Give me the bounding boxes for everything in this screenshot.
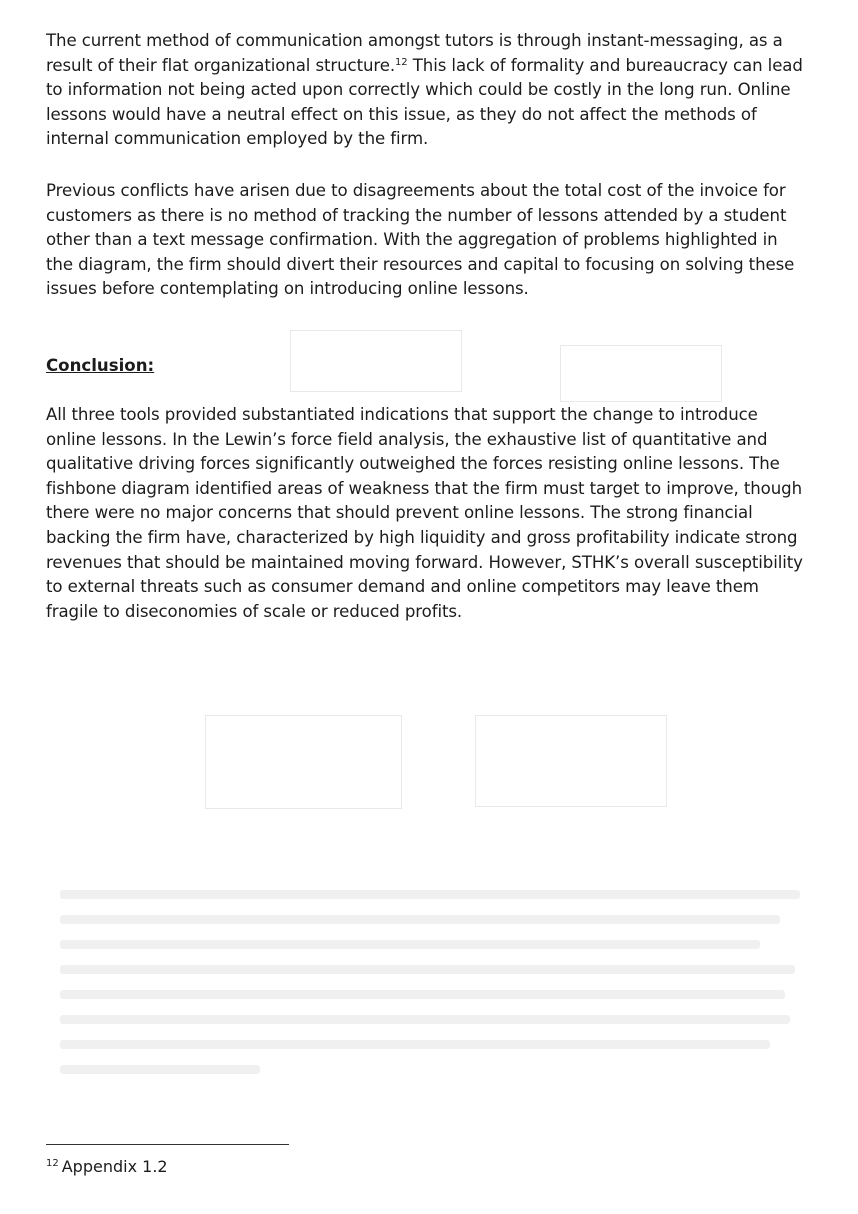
footnote-divider (46, 1144, 289, 1145)
text-line: internal communication employed by the firm. (46, 129, 429, 149)
text-line: revenues that should be maintained moving forward. However, STHK’s overall susceptibility (46, 552, 803, 572)
bleed-through-text (60, 1040, 770, 1049)
text-line (46, 54, 826, 79)
bleed-through-text (60, 915, 780, 924)
text-line: customers as there is no method of tracking the number of lessons attended by a student (46, 205, 787, 225)
paragraph-conflicts (46, 179, 826, 302)
text-line: fragile to diseconomies of scale or reduced profits. (46, 601, 463, 621)
text-line: issues before contemplating on introducing online lessons. (46, 279, 529, 299)
text-line: to information not being acted upon correctly which could be costly in the long run. Online (46, 80, 791, 100)
text-segment: result of their flat organizational structure. (46, 55, 396, 75)
text-line: fishbone diagram identified areas of weakness that the firm must target to improve, though (46, 478, 802, 498)
text-line: to external threats such as consumer demand and online competitors may leave them (46, 577, 759, 597)
bleed-through-box (205, 715, 402, 809)
body-text (46, 29, 826, 624)
text-line: qualitative driving forces significantly outweighed the forces resisting online lessons. The (46, 454, 780, 474)
bleed-through-text (60, 1015, 790, 1024)
text-line: lessons would have a neutral effect on this issue, as they do not affect the methods of (46, 104, 757, 124)
footnote (46, 1156, 168, 1178)
text-line: other than a text message confirmation. With the aggregation of problems highlighted in (46, 230, 778, 250)
text-line: the diagram, the firm should divert their resources and capital to focusing on solving these (46, 254, 795, 274)
text-line: Previous conflicts have arisen due to disagreements about the total cost of the invoice for (46, 180, 786, 200)
bleed-through-text (60, 890, 800, 899)
footnote-text: Appendix 1.2 (61, 1157, 168, 1176)
bleed-through-text (60, 940, 760, 949)
text-line: The current method of communication amongst tutors is through instant-messaging, as a (46, 31, 783, 50)
section-heading-conclusion: Conclusion: (46, 355, 155, 375)
text-line: All three tools provided substantiated indications that support the change to introduce (46, 404, 758, 424)
text-line: backing the firm have, characterized by high liquidity and gross profitability indicate strong (46, 527, 798, 547)
text-line: there were no major concerns that should prevent online lessons. The strong financial (46, 503, 753, 523)
bleed-through-text (60, 1065, 260, 1074)
bleed-through-box (475, 715, 667, 807)
text-segment: This lack of formality and bureaucracy can lead (407, 55, 803, 75)
footnote-number: 12 (46, 1158, 59, 1169)
bleed-through-text (60, 990, 785, 999)
text-line: online lessons. In the Lewin’s force field analysis, the exhaustive list of quantitative and (46, 429, 768, 449)
bleed-through-text (60, 965, 795, 974)
footnote-reference[interactable]: 12 (395, 56, 408, 68)
paragraph-communication (46, 29, 826, 152)
paragraph-conclusion (46, 403, 826, 624)
